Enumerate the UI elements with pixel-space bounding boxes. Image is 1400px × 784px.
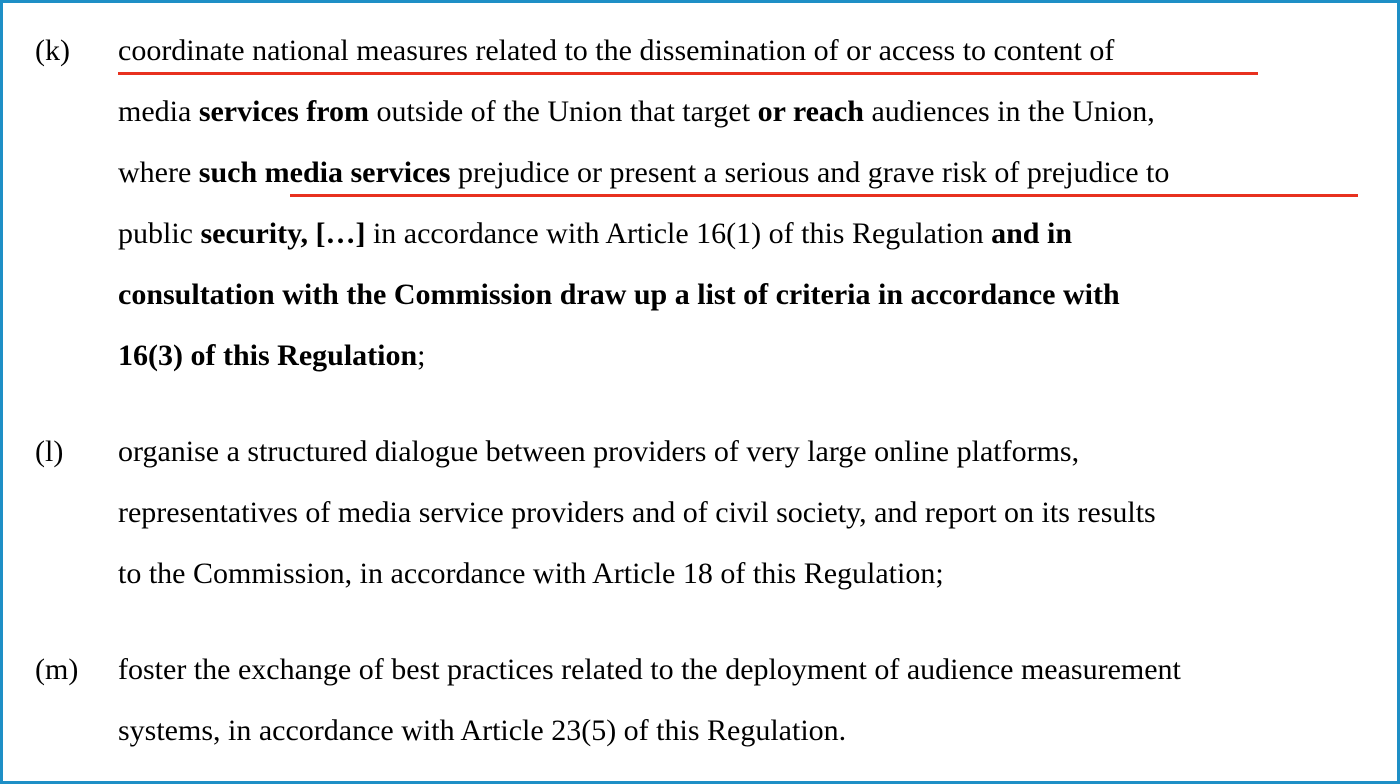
text-line — [118, 203, 1378, 264]
text-segment-bold: security, […] — [200, 217, 366, 250]
text-segment: audiences in the Union, — [863, 95, 1155, 128]
item-label: (m) — [35, 653, 79, 686]
text-line — [118, 325, 1378, 386]
item-text — [118, 639, 1378, 761]
text-line — [118, 20, 1378, 81]
text-line — [118, 264, 1378, 325]
text-segment: media — [118, 95, 199, 128]
red-underline-mark — [118, 72, 1258, 75]
text-segment-bold: or reach — [757, 95, 864, 128]
text-segment-bold: 16(3) of this Regulation — [118, 339, 418, 372]
text-line — [118, 142, 1378, 203]
item-label: (l) — [35, 435, 64, 468]
text-segment: of — [1081, 34, 1115, 67]
item-text — [118, 421, 1378, 604]
text-line — [118, 639, 1378, 700]
text-segment-bold: media services — [264, 156, 451, 189]
text-line — [118, 482, 1378, 543]
text-segment-bold: consultation with the Commission draw up a list of criteria in accordance with — [118, 278, 1120, 311]
text-segment: representatives of media service providers and of civil society, and report on its results — [118, 496, 1156, 529]
text-line — [118, 81, 1378, 142]
text-segment: public — [118, 217, 201, 250]
text-segment: in accordance with Article 16(1) of this Regulation — [365, 217, 992, 250]
text-segment: to the Commission, in accordance with Article 18 of this Regulation; — [118, 557, 944, 590]
item-label: (k) — [35, 34, 70, 67]
text-segment: coordinate national measures related to the dissemination of or access to content — [118, 34, 1082, 67]
text-segment-bold: services from — [198, 95, 370, 128]
text-segment: ; — [417, 339, 426, 372]
item-text — [118, 20, 1378, 386]
text-segment: prejudice or present a serious and grave risk of prejudice to — [450, 156, 1170, 189]
text-line — [118, 421, 1378, 482]
text-segment: foster the exchange of best practices related to the deployment of audience measurement — [118, 653, 1181, 686]
text-line — [118, 700, 1378, 761]
red-underline-mark — [290, 194, 1358, 197]
text-line — [118, 543, 1378, 604]
text-segment-bold: such — [198, 156, 265, 189]
text-segment: organise a structured dialogue between providers of very large online platforms, — [118, 435, 1080, 468]
text-segment: where — [118, 156, 199, 189]
text-segment-bold: and in — [991, 217, 1073, 250]
text-segment: systems, in accordance with Article 23(5) of this Regulation. — [118, 714, 847, 747]
text-segment: outside of the Union that target — [369, 95, 758, 128]
